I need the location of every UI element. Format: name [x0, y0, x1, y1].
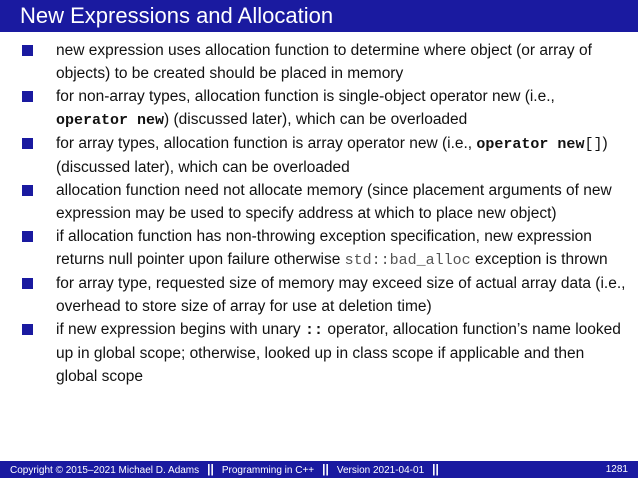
square-bullet-icon: [22, 324, 33, 335]
square-bullet-icon: [22, 45, 33, 56]
code-identifier: std::bad_alloc: [344, 252, 471, 269]
footer-copyright: Copyright © 2015–2021 Michael D. Adams: [10, 465, 200, 476]
bullet-item: [20, 318, 626, 388]
footer-separator-2: ||: [322, 462, 329, 476]
bullet-list: [20, 39, 626, 388]
square-bullet-icon: [22, 185, 33, 196]
bullet-item: [20, 272, 626, 318]
bullet-item: [20, 39, 626, 85]
square-bullet-icon: [22, 91, 33, 102]
bullet-text: for array types, allocation function is array operator new (i.e.,: [56, 135, 477, 152]
bullet-text: new expression uses allocation function to determine where object (or array of objects) to be created should be placed in memory: [56, 42, 592, 82]
bullet-text: operator, allocation function’s name looked up in global scope; otherwise, looked up in class scope if applicable and then global scope: [56, 321, 621, 385]
code-keyword: operator new: [56, 112, 165, 129]
bullet-text: if new expression begins with unary: [56, 321, 305, 338]
page-number: 1281: [605, 464, 628, 475]
bullet-text: allocation function need not allocate memory (since placement arguments of new expression may be used to specify address at which to place new object): [56, 182, 612, 222]
bullet-text: ) (discussed later), which can be overloaded: [164, 111, 468, 128]
bullet-item: [20, 85, 626, 132]
bullet-text: exception is thrown: [470, 251, 608, 268]
bullet-item: [20, 179, 626, 225]
bullet-text: if allocation function has non-throwing exception specification, new expression returns null pointer upon failure otherwise: [56, 228, 592, 268]
bullet-text: for non-array types, allocation function is single-object operator new (i.e.,: [56, 88, 555, 105]
footer-course: Programming in C++: [221, 465, 315, 476]
square-bullet-icon: [22, 138, 33, 149]
bullet-text: ) (discussed later), which can be overloaded: [56, 135, 608, 176]
bullet-item: [20, 225, 626, 272]
slide-title: New Expressions and Allocation: [0, 0, 638, 32]
square-bullet-icon: [22, 231, 33, 242]
bullet-item: [20, 132, 626, 179]
bullet-text: for array type, requested size of memory may exceed size of actual array data (i.e., overhead to store size of array for use at deletion time): [56, 275, 626, 315]
footer-version: Version 2021-04-01: [336, 465, 425, 476]
footer-bar: [0, 461, 638, 478]
code-keyword: ::: [305, 322, 324, 339]
square-bullet-icon: [22, 278, 33, 289]
code-text: []: [584, 136, 603, 153]
footer-separator-3: ||: [432, 462, 439, 476]
code-keyword: operator new: [476, 136, 585, 153]
footer-separator-1: ||: [207, 462, 214, 476]
